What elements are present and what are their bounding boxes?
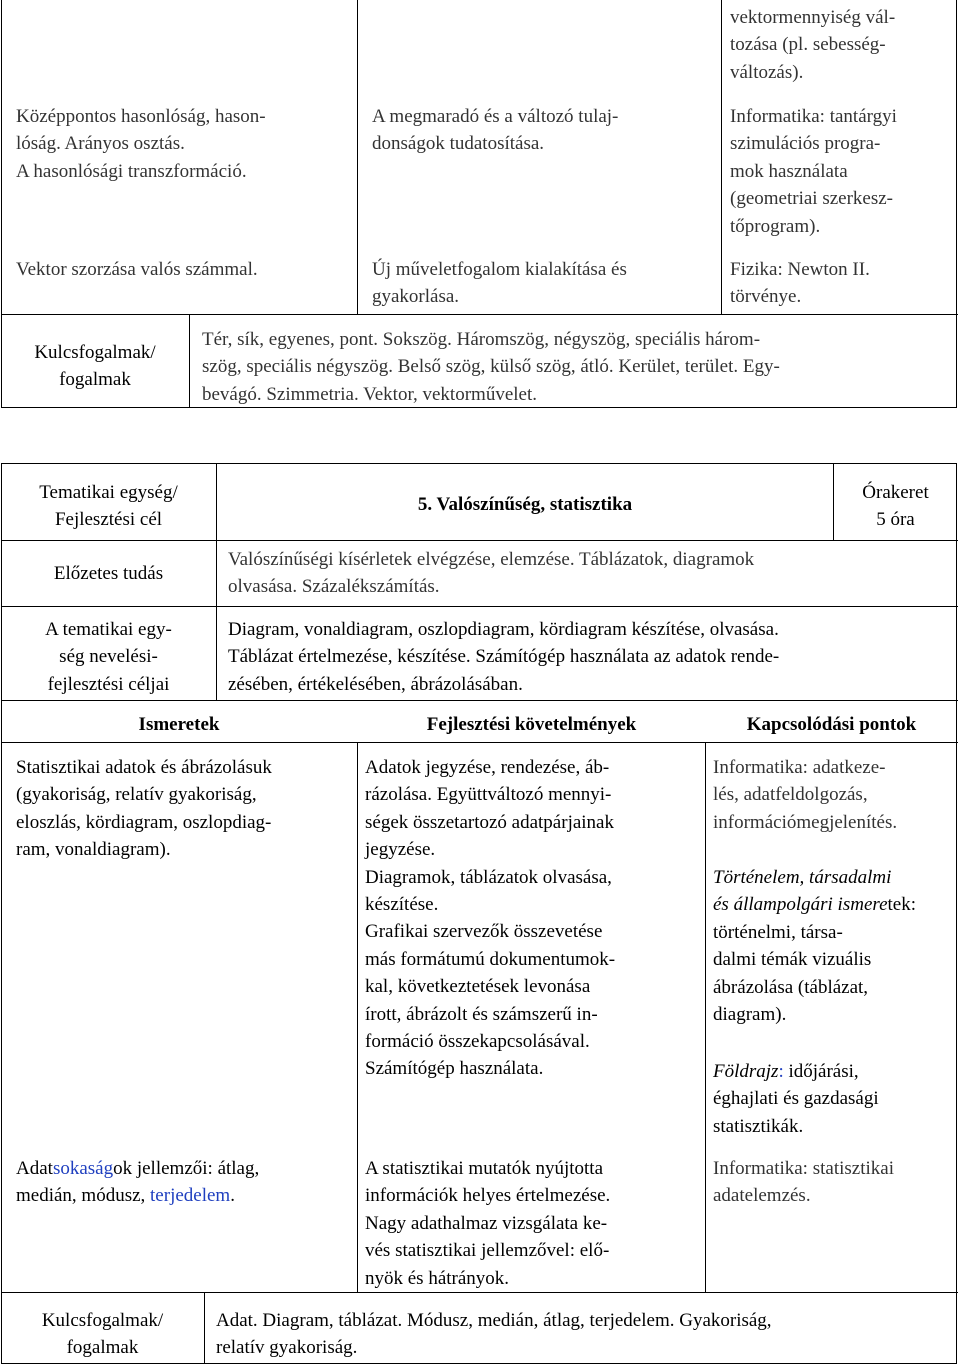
top-row0-kapcsolodas: vektormennyiség vál- tozása (pl. sebesség- változás).	[730, 7, 896, 83]
unit-row-divider-1	[1, 540, 958, 541]
row2-ismeretek-e: .	[230, 1185, 235, 1207]
celjai-label: A tematikai egy- ség nevelési- fejlesztési céljai	[45, 619, 172, 695]
orakeret-label: Órakeret	[862, 482, 929, 503]
unit-row-divider-4	[1, 742, 958, 743]
top-row-divider	[1, 314, 958, 315]
top-kulcs-divider	[189, 314, 190, 408]
top-row2-fejlesztes: Új műveletfogalom kialakítása és gyakorlása.	[372, 259, 627, 308]
header-kapcsolodas: Kapcsolódási pontok	[746, 714, 917, 735]
top-row1-kapcsolodas: Informatika: tantárgyi szimulációs progra- mok használata (geometriai szerkesz- tőprogram).	[730, 106, 897, 237]
tortenelem-text: tek: történelmi, társa- dalmi témák vizuális ábrázolása (táblázat, diagram).	[713, 894, 917, 1026]
unit-col-divider-2	[705, 742, 706, 1292]
elozetes-label: Előzetes tudás	[53, 563, 164, 584]
unit-row-divider-2	[1, 606, 958, 607]
row2-kapcsolodas: Informatika: statisztikai adatelemzés.	[713, 1158, 894, 1207]
orakeret-value: 5 óra	[876, 509, 915, 530]
row1-fejlesztes: Adatok jegyzése, rendezése, áb- rázolása. Együttváltozó mennyi- ségek összetartozó adatpárjainak jegyzése. Diagramok, táblázatok olvasása, készítése. Grafikai szervezők összevetése más formátumú dokumentumok- kal, következtetések levonása írott, ábrázolt és számszerű in- formáció összekapcsolásával. Számítógép használata.	[365, 757, 616, 1080]
foldrajz-colon: :	[778, 1061, 784, 1082]
unit-col-divider-1	[357, 742, 358, 1292]
unit-row-divider-3	[1, 700, 958, 701]
tortenelem-subject: Történelem, társadalmi és állampolgári ismere	[713, 867, 892, 916]
elozetes-text: Valószínűségi kísérletek elvégzése, elemzése. Táblázatok, diagramok olvasása. Százalékszámítás.	[228, 549, 755, 598]
row1-kapcsolodas-tortenelem	[713, 864, 956, 1028]
foldrajz-subject: Földrajz	[713, 1061, 779, 1082]
top-kulcsfogalmak-label: Kulcsfogalmak/ fogalmak	[34, 342, 156, 391]
row2-fejlesztes: A statisztikai mutatók nyújtotta információk helyes értelmezése. Nagy adathalmaz vizsgálata ke- vés statisztikai jellemzővel: elő- nyök és hátrányok.	[365, 1158, 611, 1289]
unit-title: 5. Valószínűség, statisztika	[417, 494, 633, 515]
top-row1-ismeretek: Középpontos hasonlóság, hason- lóság. Arányos osztás. A hasonlósági transzformáció.	[16, 106, 266, 182]
row2-ismeretek-terjedelem: terjedelem	[150, 1185, 231, 1207]
row2-ismeretek-a: Adat	[16, 1158, 53, 1179]
row2-ismeretek-sokasag: sokaság	[52, 1158, 114, 1179]
row1-ismeretek: Statisztikai adatok és ábrázolásuk (gyakoriság, relatív gyakoriság, eloszlás, kördiagram, oszlopdiag- ram, vonaldiagram).	[16, 757, 272, 861]
header-fejlesztes: Fejlesztési követelmények	[426, 714, 637, 735]
unit-row-divider-5	[1, 1292, 958, 1293]
row2-ismeretek	[16, 1155, 354, 1210]
unit-kulcsfogalmak-label: Kulcsfogalmak/ fogalmak	[41, 1310, 164, 1359]
top-col-divider-1	[357, 0, 358, 314]
top-row2-kapcsolodas: Fizika: Newton II. törvénye.	[730, 259, 870, 308]
celjai-text: Diagram, vonaldiagram, oszlopdiagram, kördiagram készítése, olvasása. Táblázat értelmezése, készítése. Számítógép használata az adatok rende- zésében, értékelésében, ábrázolásában.	[228, 619, 780, 695]
row1-kapcsolodas-informatika: Informatika: adatkeze- lés, adatfeldolgozás, információmegjelenítés.	[713, 757, 898, 833]
top-row2-ismeretek: Vektor szorzása valós számmal.	[16, 259, 258, 280]
topic-label: Tematikai egység/ Fejlesztési cél	[39, 482, 178, 531]
row1-kapcsolodas-foldrajz	[713, 1058, 956, 1140]
foldrajz-text: időjárási, éghajlati és gazdasági statisztikák.	[713, 1061, 879, 1137]
unit-kulcs-divider	[204, 1292, 205, 1364]
top-row1-fejlesztes: A megmaradó és a változó tulaj- donságok tudatosítása.	[372, 106, 619, 155]
top-col-divider-2	[721, 0, 722, 314]
header-ismeretek: Ismeretek	[138, 714, 220, 735]
top-kulcsfogalmak-text: Tér, sík, egyenes, pont. Sokszög. Háromszög, négyszög, speciális három- szög, speciális négyszög. Belső szög, külső szög, átló. Kerület, terület. Egy- bevágó. Szimmetria. Vektor, vektorművelet.	[202, 329, 780, 405]
unit-kulcsfogalmak-text: Adat. Diagram, táblázat. Módusz, medián, átlag, terjedelem. Gyakoriság, relatív gyakoriság.	[216, 1310, 772, 1359]
row2-ismeretek-c: ok jellemzői: átlag, medián, módusz,	[16, 1158, 260, 1207]
